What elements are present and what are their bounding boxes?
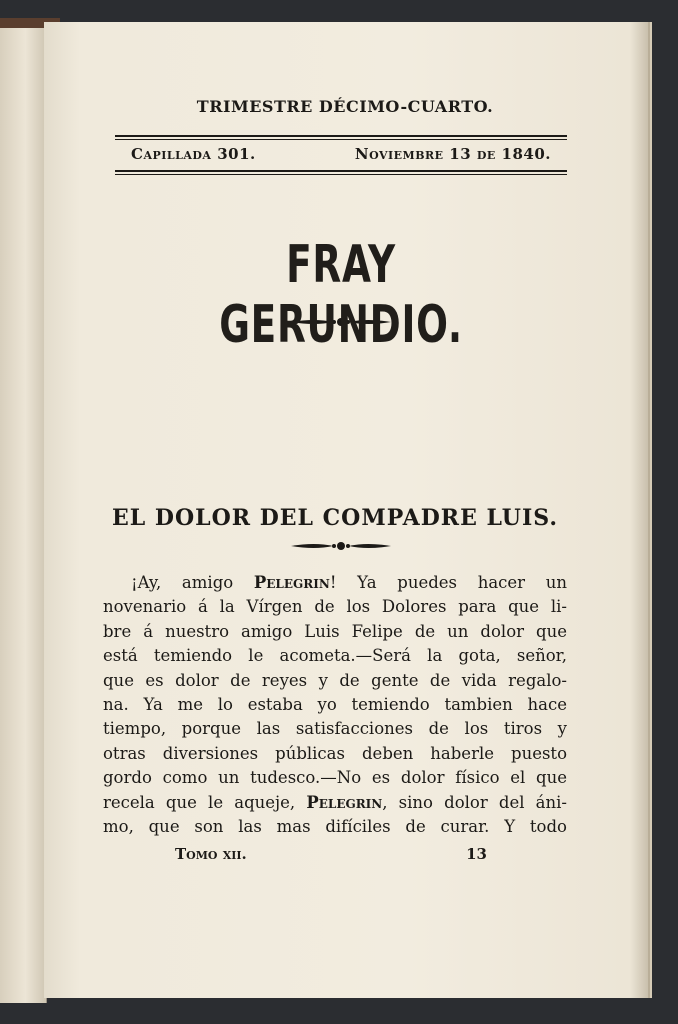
article-title: EL DOLOR DEL COMPADRE LUIS. <box>111 505 559 531</box>
text-line: novenario á la Vírgen de los Dolores para que li- <box>103 597 567 617</box>
issue-date: Noviembre 13 de 1840. <box>354 145 551 163</box>
name-small-caps: Pelegrin <box>306 792 383 812</box>
running-title: TRIMESTRE DÉCIMO-CUARTO. <box>196 97 494 116</box>
article-body <box>103 571 567 839</box>
capillada-number: Capillada 301. <box>131 145 256 163</box>
issue-meta-line <box>115 140 567 168</box>
text-line: na. Ya me lo estaba yo temiendo tambien hace <box>103 695 567 715</box>
page-footer <box>115 845 567 863</box>
name-small-caps: Pelegrin <box>253 573 330 592</box>
left-page-edge <box>0 28 47 1003</box>
text-line: recela que le aqueje, Pelegrin, sino dolor del áni- <box>103 792 567 812</box>
text-line: otras diversiones públicas deben haberle puesto <box>103 743 567 763</box>
volume-label: Tomo xii. <box>175 845 247 864</box>
ornament-divider-icon <box>289 541 393 551</box>
text-line: ¡Ay, amigo Pelegrin! Ya puedes hacer un <box>131 573 567 592</box>
text-line: gordo como un tudesco.—No es dolor físico el que <box>103 768 567 788</box>
bottom-rule <box>115 170 567 175</box>
signature-mark: 13 <box>466 845 487 864</box>
text-line: tiempo, porque las satisfacciones de los tiros y <box>103 719 567 739</box>
text-line: bre á nuestro amigo Luis Felipe de un dolor que <box>103 621 567 641</box>
masthead-title: FRAY GERUNDIO. <box>219 235 463 355</box>
text-line: está temiendo le acometa.—Será la gota, señor, <box>103 646 567 666</box>
text-line: que es dolor de reyes y de gente de vida regalo- <box>103 670 567 690</box>
page-content <box>103 95 567 864</box>
text-line: mo, que son las mas difíciles de curar. Y todo <box>103 817 567 837</box>
